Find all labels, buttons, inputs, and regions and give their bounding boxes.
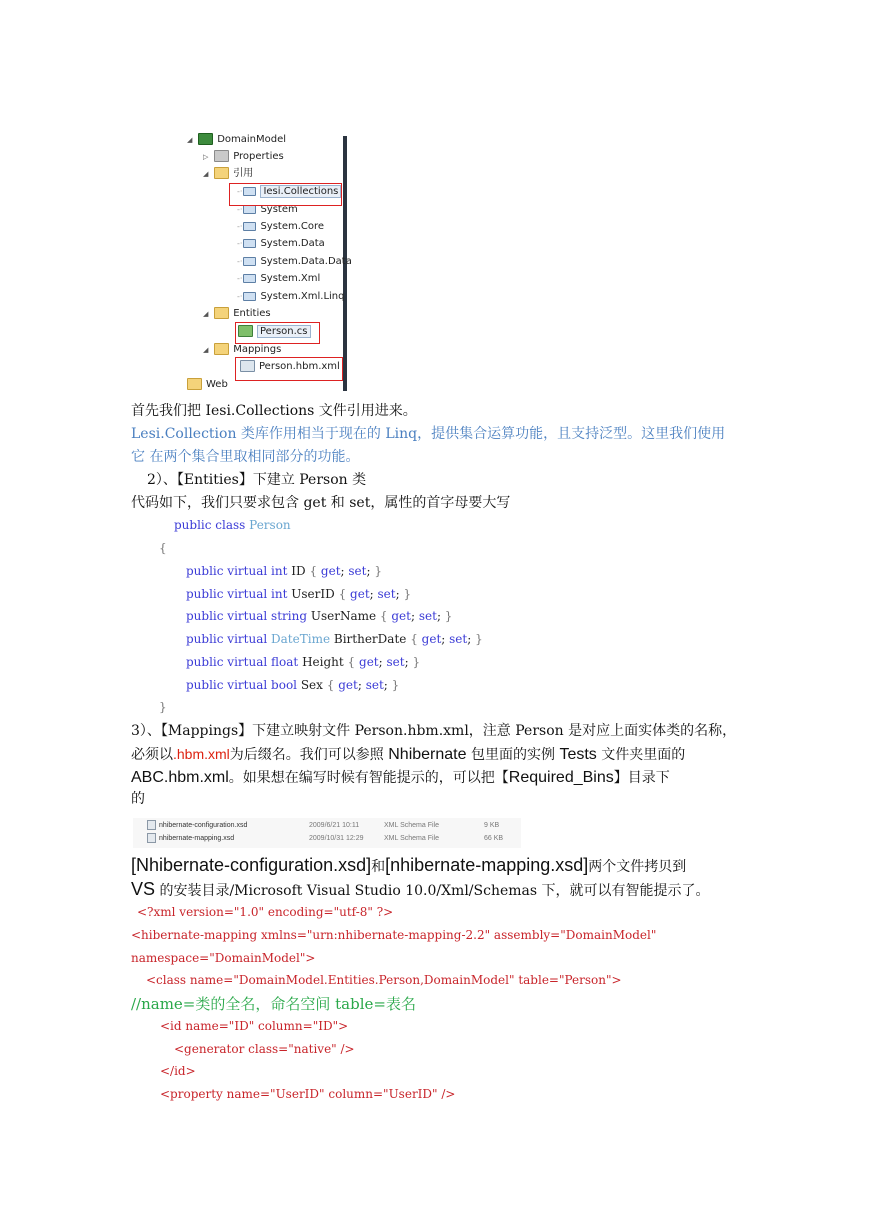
step3-line-3: ABC.hbm.xml。如果想在编写时候有智能提示的，可以把【Required_Bins】目录下 <box>131 769 670 786</box>
tree-label: Person.hbm.xml <box>259 361 340 372</box>
tree-label: Mappings <box>233 344 282 355</box>
tree-label: Entities <box>233 308 271 319</box>
xml-id-close: </id> <box>160 1064 196 1078</box>
tree-ref-item[interactable]: -· System.Data <box>237 238 325 249</box>
expanded-triangle-icon[interactable]: ◢ <box>203 310 209 318</box>
code-class-declaration <box>174 518 291 532</box>
xsd-file-icon <box>147 833 156 843</box>
xml-declaration: <?xml version="1.0" encoding="utf-8" ?> <box>137 905 394 919</box>
folder-icon <box>214 307 229 319</box>
code-open-brace: { <box>159 541 167 555</box>
paragraph-reference: 首先我们把 Iesi.Collections 文件引用进来。 <box>131 403 417 419</box>
tree-label: System.Core <box>260 221 325 232</box>
folder-icon <box>214 167 229 179</box>
tree-label: System <box>260 204 298 215</box>
step2-description: 代码如下，我们只要求包含 get 和 set，属性的首字母要大写 <box>131 495 511 511</box>
code-keyword: public class <box>174 518 246 532</box>
code-property-line: public virtual bool Sex { get; set; } <box>186 678 400 692</box>
tree-label: System.Data <box>260 238 325 249</box>
tree-label: Properties <box>233 151 284 162</box>
xml-mapping-open-1: <hibernate-mapping xmlns="urn:nhibernate-mapping-2.2" assembly="DomainModel" <box>131 928 657 942</box>
tree-ref-item[interactable]: -· Iesi.Collections <box>237 184 341 200</box>
tree-label: DomainModel <box>217 134 287 145</box>
tree-label: System.Xml.Linq <box>260 291 345 302</box>
tree-node-properties[interactable] <box>203 149 284 165</box>
code-property-line: public virtual int ID { get; set; } <box>186 564 382 578</box>
expanded-triangle-icon[interactable]: ◢ <box>203 346 209 354</box>
xml-mapping-open-2: namespace="DomainModel"> <box>131 951 316 965</box>
copy-instruction-line-1: [Nhibernate-configuration.xsd]和[nhibernate-mapping.xsd]两个文件拷贝到 <box>131 855 687 875</box>
file-row[interactable]: nhibernate-configuration.xsd 2009/6/21 10:11 XML Schema File 9 KB <box>147 820 247 832</box>
tree-node-references[interactable] <box>203 166 253 182</box>
tree-node-web[interactable] <box>187 377 228 393</box>
project-icon <box>198 133 213 145</box>
step3-line-4: 的 <box>131 791 145 807</box>
tree-ref-item[interactable]: -· System <box>237 204 298 215</box>
reference-icon <box>243 274 256 283</box>
collapsed-triangle-icon[interactable]: ▷ <box>203 153 209 161</box>
paragraph-iesi-desc-2: 它 在两个集合里取相同部分的功能。 <box>131 449 360 465</box>
tree-label: Person.cs <box>257 325 311 338</box>
folder-icon <box>214 343 229 355</box>
reference-icon <box>243 239 256 248</box>
reference-icon <box>243 222 256 231</box>
copy-instruction-line-2: VS 的安装目录/Microsoft Visual Studio 10.0/Xml/Schemas 下，就可以有智能提示了。 <box>131 879 710 899</box>
xml-property: <property name="UserID" column="UserID" /> <box>160 1087 456 1101</box>
file-row[interactable]: nhibernate-mapping.xsd 2009/10/31 12:29 XML Schema File 66 KB <box>147 833 234 845</box>
highlight-box-person-hbm <box>235 357 343 381</box>
file-listing <box>133 818 521 848</box>
xml-class-element: <class name="DomainModel.Entities.Person,DomainModel" table="Person"> <box>146 973 622 987</box>
web-project-icon <box>187 378 202 390</box>
tree-ref-item[interactable]: -· System.Xml.Linq <box>237 291 345 302</box>
tree-label: System.Xml <box>260 273 321 284</box>
code-property-line: public virtual string UserName { get; set; } <box>186 609 453 623</box>
highlight-box-person-cs <box>235 322 320 344</box>
properties-icon <box>214 150 229 162</box>
tree-label: Web <box>206 379 228 390</box>
code-property-line: public virtual int UserID { get; set; } <box>186 587 412 601</box>
xml-generator: <generator class="native" /> <box>174 1042 355 1056</box>
step3-line-2: 必须以.hbm.xml为后缀名。我们可以参照 Nhibernate 包里面的实例 Tests 文件夹里面的 <box>131 746 686 763</box>
expanded-triangle-icon[interactable]: ◢ <box>187 136 193 144</box>
tree-label: System.Data.Data <box>260 256 352 267</box>
paragraph-iesi-desc-1: Lesi.Collection 类库作用相当于现在的 Linq，提供集合运算功能，且支持泛型。这里我们使用 <box>131 426 726 442</box>
solution-explorer-tree <box>183 133 352 391</box>
tree-ref-item[interactable]: -· System.Core <box>237 221 325 232</box>
tree-label: Iesi.Collections <box>260 185 341 198</box>
highlight-box-iesi <box>229 183 342 206</box>
step3-line-1: 3）、【Mappings】下建立映射文件 Person.hbm.xml，注意 Person 是对应上面实体类的名称， <box>131 723 737 739</box>
code-close-brace: } <box>159 700 167 714</box>
code-type: Person <box>249 518 291 532</box>
xml-id-open: <id name="ID" column="ID"> <box>160 1019 349 1033</box>
xml-comment: //name=类的全名，命名空间 table=表名 <box>131 995 416 1013</box>
reference-icon <box>243 292 256 301</box>
tree-node-mappings[interactable] <box>203 342 281 358</box>
code-property-line: public virtual DateTime BirtherDate { get; set; } <box>186 632 483 646</box>
reference-icon <box>243 257 256 266</box>
expanded-triangle-icon[interactable]: ◢ <box>203 170 209 178</box>
tree-ref-item[interactable]: -· System.Data.Data <box>237 256 352 267</box>
xsd-file-icon <box>147 820 156 830</box>
tree-label: 引用 <box>233 168 254 179</box>
code-property-line: public virtual float Height { get; set; } <box>186 655 421 669</box>
step2-heading: 2）、【Entities】下建立 Person 类 <box>147 472 367 488</box>
tree-ref-item[interactable]: -· System.Xml <box>237 273 321 284</box>
tree-node-entities[interactable] <box>203 306 271 322</box>
tree-node-domainmodel[interactable] <box>187 132 286 148</box>
